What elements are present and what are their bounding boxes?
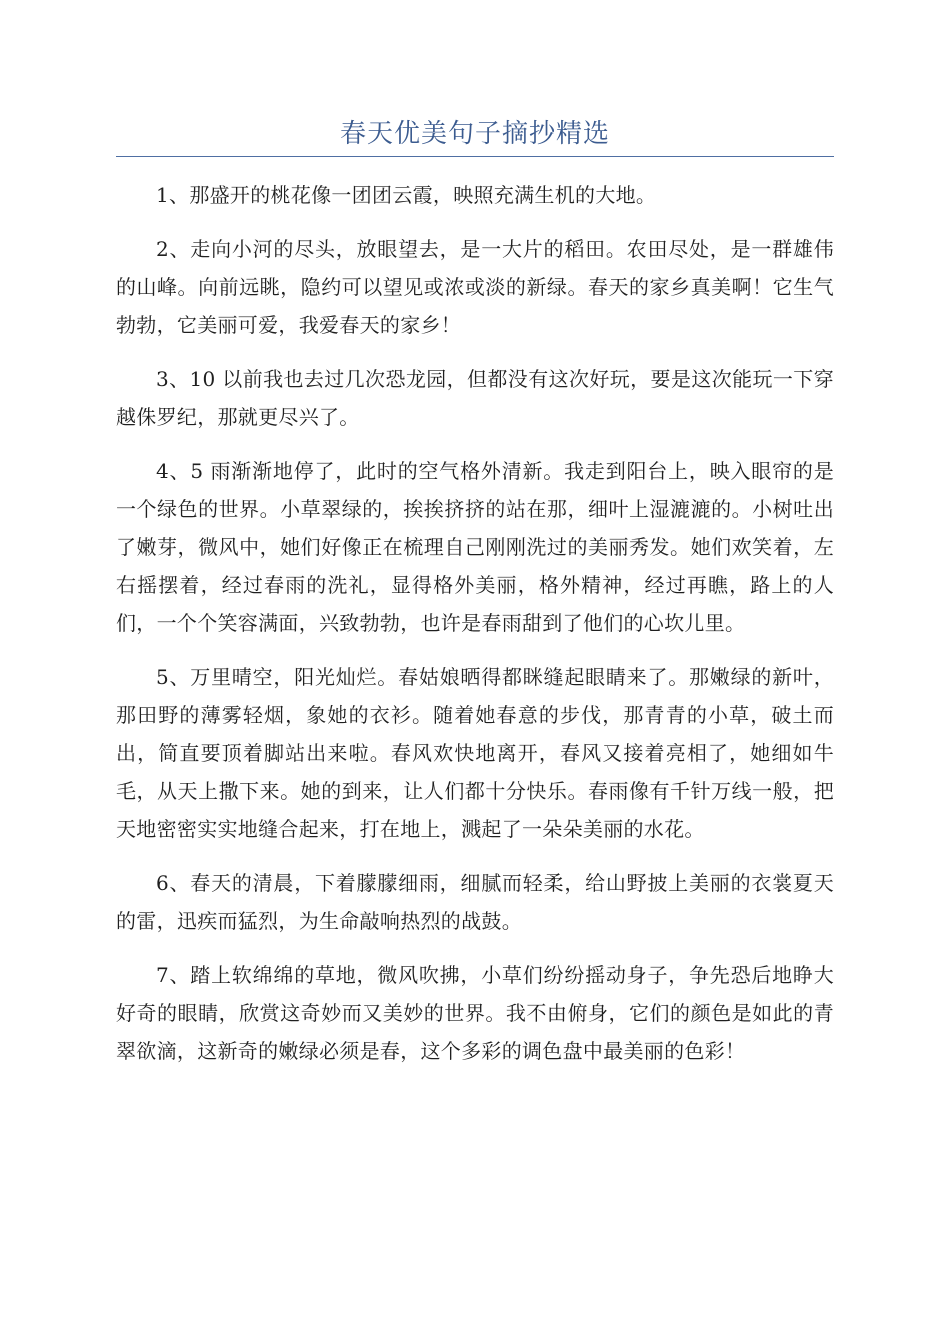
paragraph-1: 1、那盛开的桃花像一团团云霞，映照充满生机的大地。 (156, 183, 657, 207)
paragraph-2: 2、走向小河的尽头，放眼望去，是一大片的稻田。农田尽处，是一群雄伟的山峰。向前远眺，隐约可以望见或浓或淡的新绿。春天的家乡真美啊！它生气勃勃，它美丽可爱，我爱春天的家乡！ (116, 237, 834, 337)
paragraph-3: 3、10 以前我也去过几次恐龙园，但都没有这次好玩，要是这次能玩一下穿越侏罗纪，那就更尽兴了。 (116, 367, 834, 429)
paragraph-5: 5、万里晴空，阳光灿烂。春姑娘晒得都眯缝起眼睛来了。那嫩绿的新叶，那田野的薄雾轻烟，象她的衣衫。随着她春意的步伐，那青青的小草，破土而出，简直要顶着脚站出来啦。春风欢快地离开，春风又接着亮相了，她细如牛毛，从天上撒下来。她的到来，让人们都十分快乐。春雨像有千针万线一般，把天地密密实实地缝合起来，打在地上，溅起了一朵朵美丽的水花。 (116, 665, 834, 841)
title-block (116, 112, 834, 157)
paragraph-4: 4、5 雨渐渐地停了，此时的空气格外清新。我走到阳台上，映入眼帘的是一个绿色的世界。小草翠绿的，挨挨挤挤的站在那，细叶上湿漉漉的。小树吐出了嫩芽，微风中，她们好像正在梳理自己刚刚洗过的美丽秀发。她们欢笑着，左右摇摆着，经过春雨的洗礼，显得格外美丽，格外精神，经过再瞧，路上的人们，一个个笑容满面，兴致勃勃，也许是春雨甜到了他们的心坎儿里。 (116, 459, 834, 635)
page-title: 春天优美句子摘抄精选 (339, 119, 610, 149)
document-body (116, 176, 834, 1086)
paragraph-6: 6、春天的清晨，下着朦朦细雨，细腻而轻柔，给山野披上美丽的衣裳夏天的雷，迅疾而猛烈，为生命敲响热烈的战鼓。 (116, 871, 834, 933)
paragraph-7: 7、踏上软绵绵的草地，微风吹拂，小草们纷纷摇动身子，争先恐后地睁大好奇的眼睛，欣赏这奇妙而又美妙的世界。我不由俯身，它们的颜色是如此的青翠欲滴，这新奇的嫩绿必须是春，这个多彩的调色盘中最美丽的色彩！ (116, 963, 834, 1063)
